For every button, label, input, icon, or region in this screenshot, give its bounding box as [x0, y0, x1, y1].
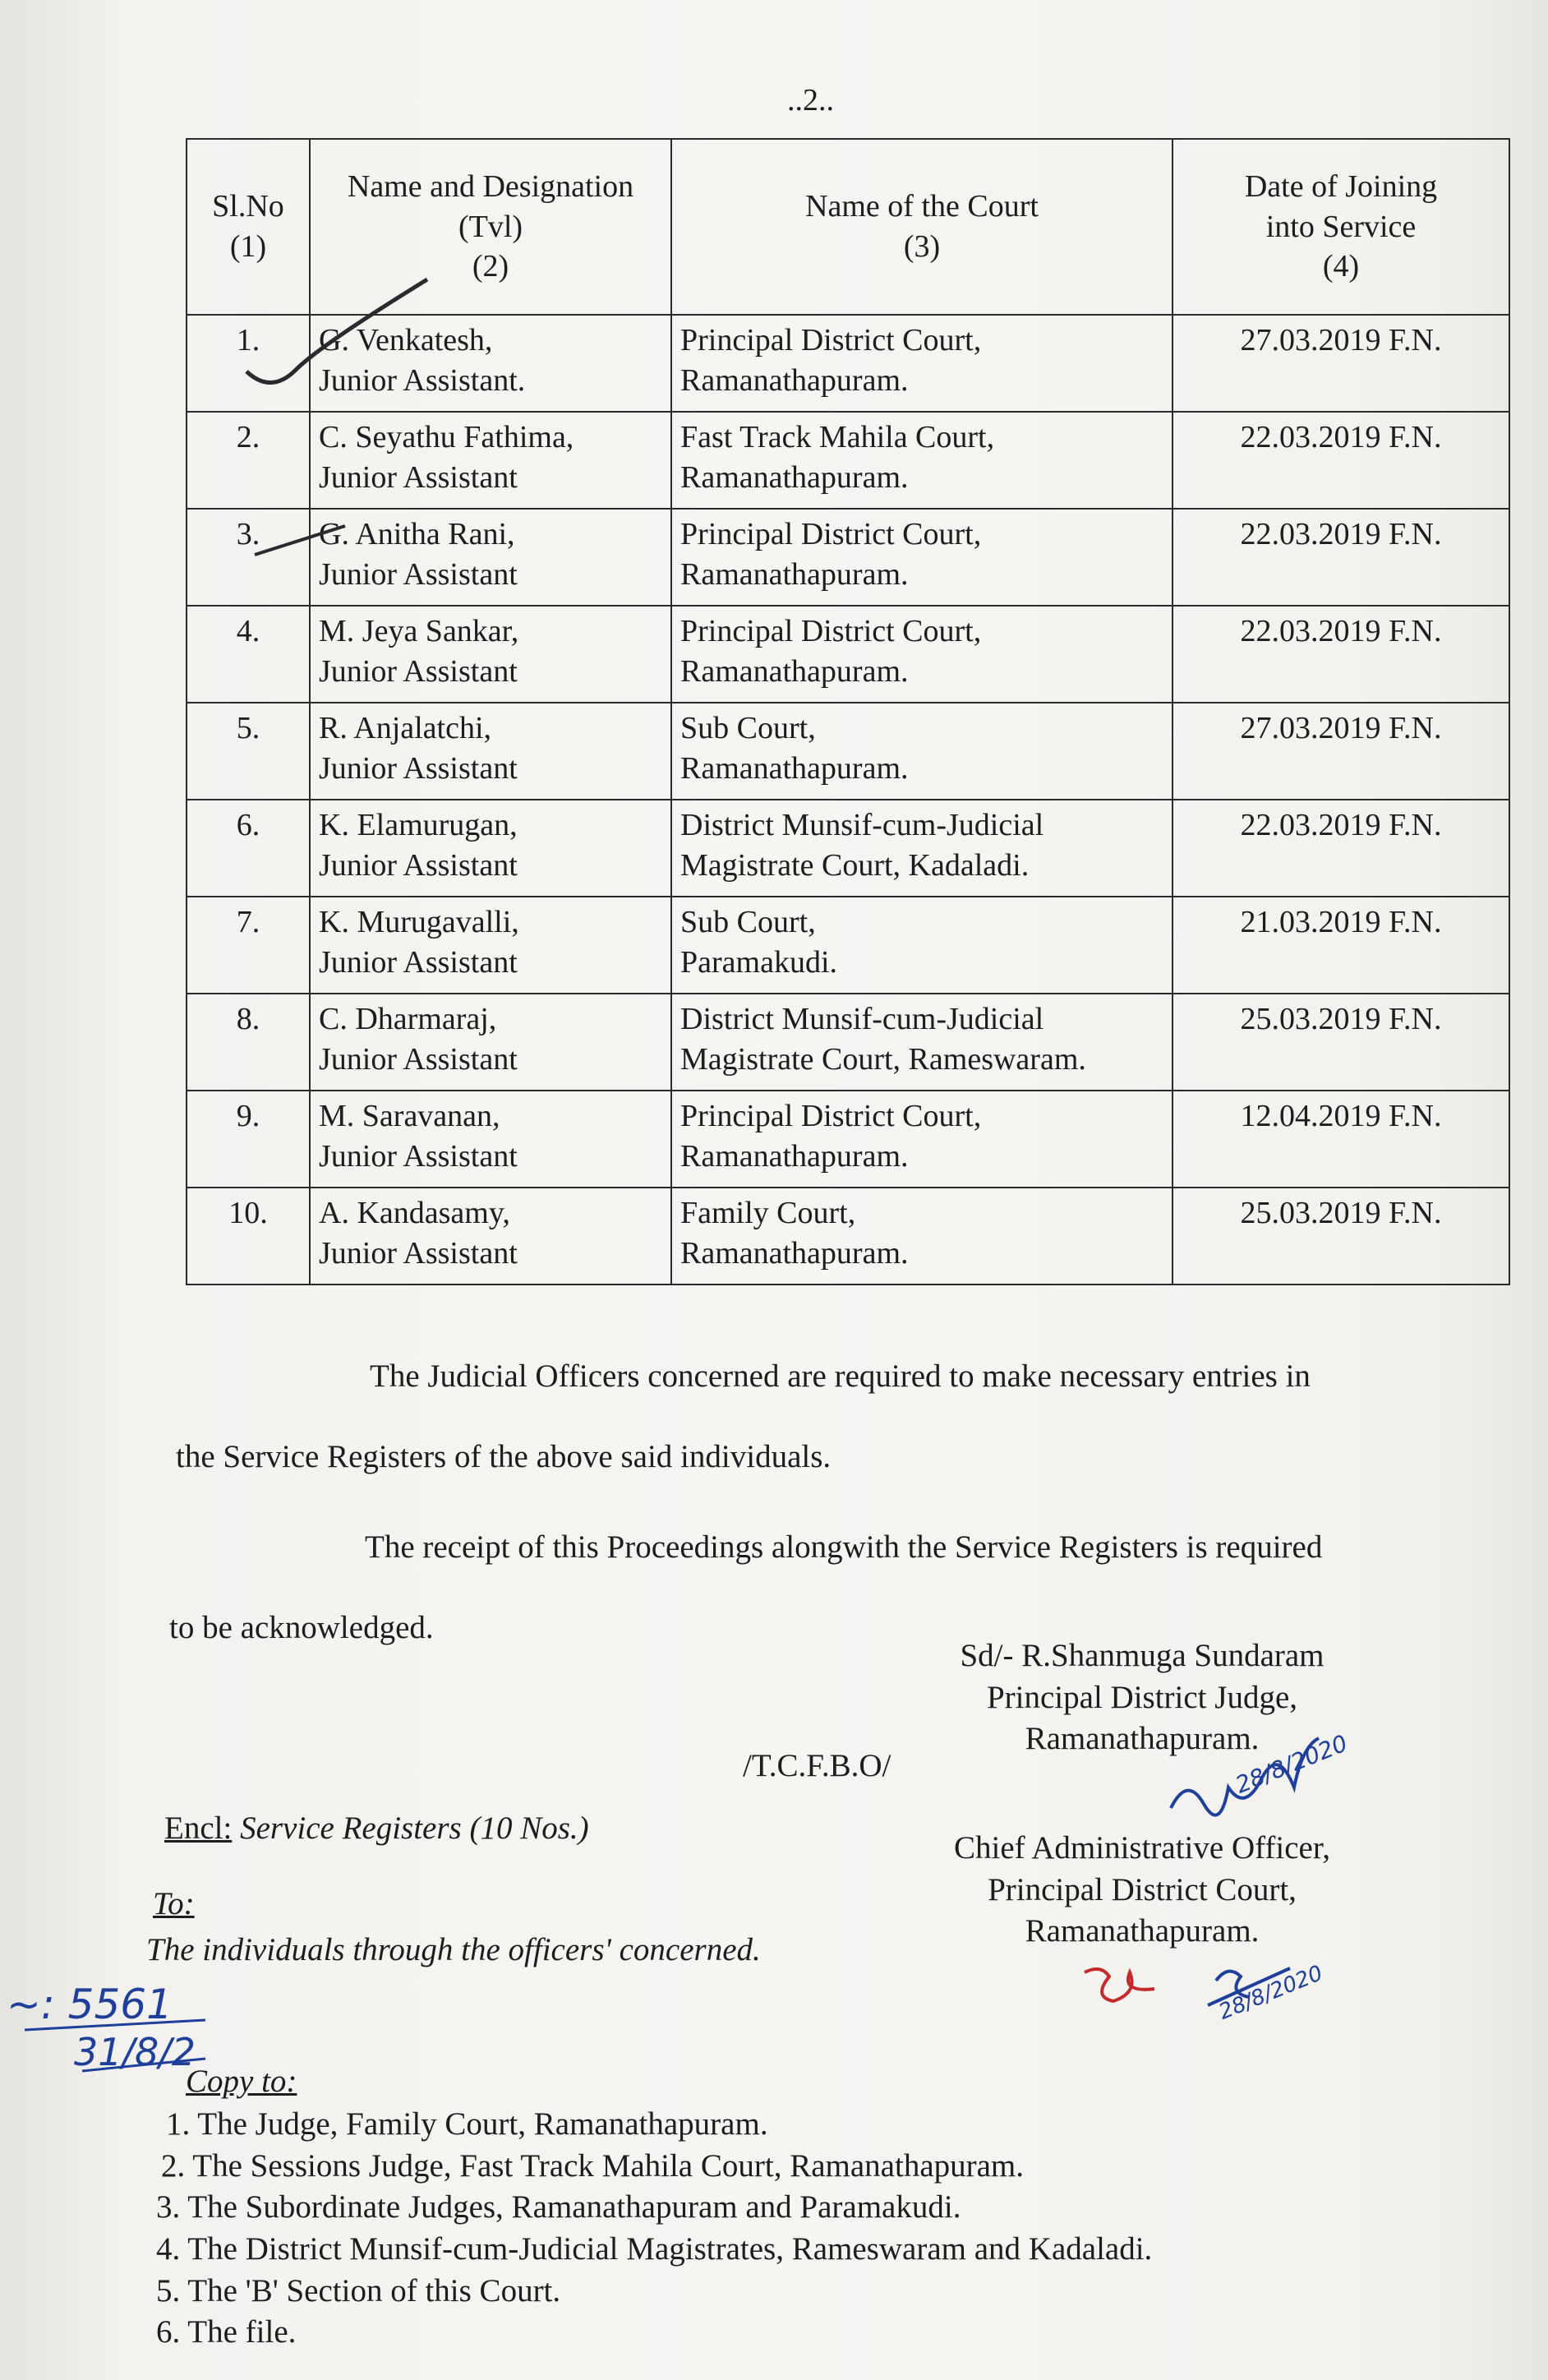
cell-sl-no: 4. [187, 606, 310, 703]
blue-initial-mark [1208, 1968, 1290, 2005]
header-court: Name of the Court (3) [671, 139, 1173, 315]
cell-court: Sub Court, Paramakudi. [671, 897, 1173, 994]
to-recipients: The individuals through the officers' concerned. [146, 1932, 761, 1967]
cell-sl-no: 1. [187, 315, 310, 412]
cell-court: Sub Court, Ramanathapuram. [671, 703, 1173, 800]
to-label: To: [153, 1886, 195, 1921]
cell-sl-no: 5. [187, 703, 310, 800]
tick-mark-row-1 [246, 279, 427, 383]
copy-to-item: 4. The District Munsif-cum-Judicial Magistrates, Rameswaram and Kadaladi. [156, 2231, 1153, 2267]
header-name-designation: Name and Designation (Tvl) (2) [310, 139, 671, 315]
tcfbo-mark: /T.C.F.B.O/ [743, 1748, 891, 1783]
copy-to-label: Copy to: [186, 2064, 297, 2099]
cell-court: Principal District Court, Ramanathapuram. [671, 315, 1173, 412]
cell-sl-no: 6. [187, 800, 310, 897]
cell-name-designation: M. Saravanan, Junior Assistant [310, 1091, 671, 1188]
officer-signature-scribble [1171, 1738, 1319, 1815]
cell-court: District Munsif-cum-Judicial Magistrate Court, Kadaladi. [671, 800, 1173, 897]
cell-name-designation: G. Venkatesh, Junior Assistant. [310, 315, 671, 412]
cell-name-designation: A. Kandasamy, Junior Assistant [310, 1188, 671, 1285]
cell-date-joining: 25.03.2019 F.N. [1173, 994, 1509, 1091]
handwritten-initial-date: 28/8/2020 [1215, 1961, 1327, 2025]
handwritten-reference-number: ~: 5561 [7, 1981, 173, 2028]
cell-date-joining: 22.03.2019 F.N. [1173, 800, 1509, 897]
officer-block: Chief Administrative Officer, Principal District Court, Ramanathapuram. [953, 1830, 1331, 1949]
red-initial-mark [1085, 1969, 1154, 2001]
cell-sl-no: 3. [187, 509, 310, 606]
para-2-line-2: to be acknowledged. [169, 1610, 434, 1645]
cell-name-designation: K. Murugavalli, Junior Assistant [310, 897, 671, 994]
cell-court: Family Court, Ramanathapuram. [671, 1188, 1173, 1285]
handwritten-signature-date: 28/8/2020 [1232, 1729, 1352, 1799]
cell-date-joining: 22.03.2019 F.N. [1173, 412, 1509, 509]
copy-to-item: 3. The Subordinate Judges, Ramanathapuram and Paramakudi. [156, 2189, 961, 2225]
cell-sl-no: 2. [187, 412, 310, 509]
cell-date-joining: 25.03.2019 F.N. [1173, 1188, 1509, 1285]
header-sl-no: Sl.No (1) [187, 139, 310, 315]
para-1-line-2: the Service Registers of the above said individuals. [176, 1439, 832, 1474]
cell-name-designation: C. Dharmaraj, Junior Assistant [310, 994, 671, 1091]
cell-date-joining: 21.03.2019 F.N. [1173, 897, 1509, 994]
cell-name-designation: K. Elamurugan, Junior Assistant [310, 800, 671, 897]
page-number: ..2.. [787, 83, 834, 118]
enclosure-line: Encl: Service Registers (10 Nos.) [164, 1810, 589, 1846]
cell-court: Principal District Court, Ramanathapuram. [671, 509, 1173, 606]
cell-court: Principal District Court, Ramanathapuram. [671, 1091, 1173, 1188]
cell-name-designation: R. Anjalatchi, Junior Assistant [310, 703, 671, 800]
cell-date-joining: 12.04.2019 F.N. [1173, 1091, 1509, 1188]
copy-to-item: 6. The file. [156, 2314, 297, 2350]
cell-date-joining: 22.03.2019 F.N. [1173, 509, 1509, 606]
cell-name-designation: M. Jeya Sankar, Junior Assistant [310, 606, 671, 703]
handwritten-ref-underline [25, 2020, 205, 2071]
copy-to-item: 1. The Judge, Family Court, Ramanathapuram. [166, 2106, 768, 2142]
copy-to-item: 2. The Sessions Judge, Fast Track Mahila Court, Ramanathapuram. [161, 2147, 1025, 2184]
cell-sl-no: 8. [187, 994, 310, 1091]
judge-signature-block: Sd/- R.Shanmuga Sundaram Principal District Judge, Ramanathapuram. [960, 1638, 1325, 1757]
para-1-line-1: The Judicial Officers concerned are required to make necessary entries in [370, 1358, 1311, 1394]
cell-sl-no: 9. [187, 1091, 310, 1188]
cell-name-designation: C. Seyathu Fathima, Junior Assistant [310, 412, 671, 509]
cell-court: Fast Track Mahila Court, Ramanathapuram. [671, 412, 1173, 509]
cell-name-designation: G. Anitha Rani, Junior Assistant [310, 509, 671, 606]
para-2-line-1: The receipt of this Proceedings alongwith the Service Registers is required [365, 1529, 1323, 1565]
cell-sl-no: 7. [187, 897, 310, 994]
cell-date-joining: 27.03.2019 F.N. [1173, 315, 1509, 412]
cell-date-joining: 27.03.2019 F.N. [1173, 703, 1509, 800]
handwritten-reference-date: 31/8/2 [74, 2030, 196, 2074]
cell-court: Principal District Court, Ramanathapuram. [671, 606, 1173, 703]
cell-sl-no: 10. [187, 1188, 310, 1285]
copy-to-item: 5. The 'B' Section of this Court. [156, 2272, 561, 2309]
header-date-joining: Date of Joining into Service (4) [1173, 139, 1509, 315]
cell-court: District Munsif-cum-Judicial Magistrate Court, Rameswaram. [671, 994, 1173, 1091]
cell-date-joining: 22.03.2019 F.N. [1173, 606, 1509, 703]
strike-mark-row-3 [255, 526, 345, 555]
